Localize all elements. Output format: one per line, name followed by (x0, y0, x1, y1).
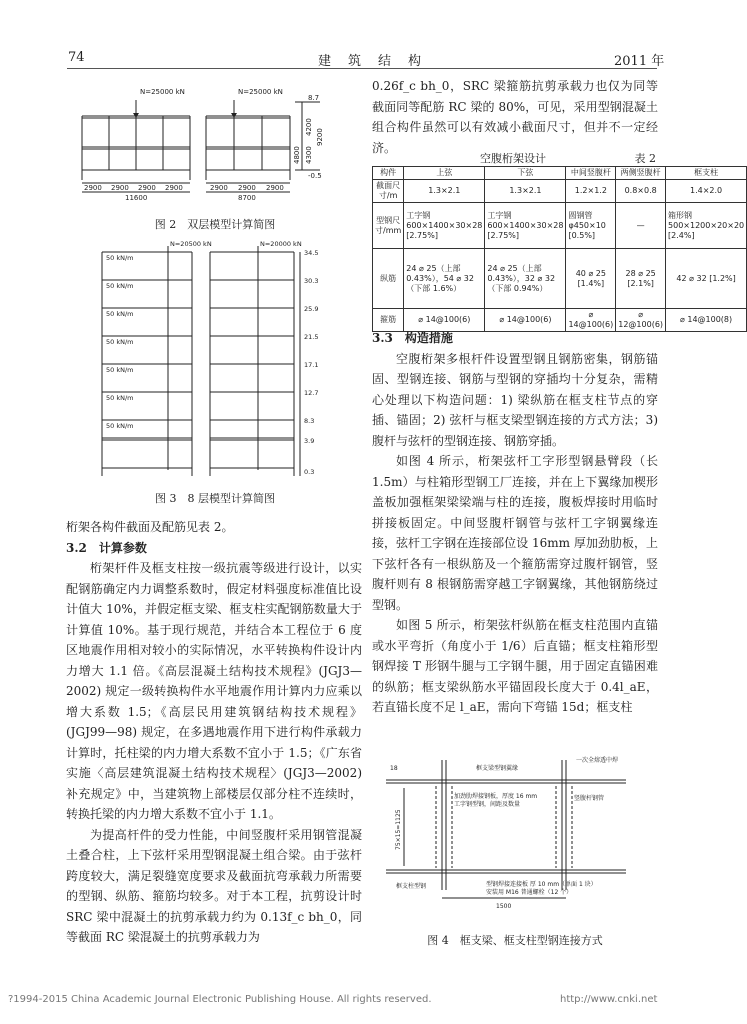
fig4-dim: 75×15=1125 (395, 809, 402, 850)
fig2-dim: 2900 (165, 184, 183, 192)
fig4-dim: 1500 (496, 903, 512, 910)
section-heading-3-3: 3.3 构造措施 (372, 331, 453, 345)
fig3-level: 0.3 (304, 468, 315, 476)
table-row (373, 180, 747, 203)
table-2-grid (372, 166, 747, 332)
fig3-level: 25.9 (304, 305, 319, 313)
table-header: 构件 (373, 167, 404, 180)
fig2-dim: 2900 (111, 184, 129, 192)
fig3-floor-load: 50 kN/m (106, 422, 134, 430)
section-heading-3-2: 3.2 计算参数 (66, 540, 147, 555)
table-cell: 圆钢管 φ450×10 [0.5%] (566, 203, 616, 249)
fig3-level: 8.3 (304, 417, 315, 425)
fig4-label: 一次全熔透中焊 (576, 757, 619, 764)
table-cell: 1.3×2.1 (485, 180, 566, 203)
table-cell: — (616, 203, 666, 249)
fig4-note: 安装用 M16 普通螺栓（12 个） (486, 889, 573, 896)
fig4-label: 竖腹杆钢管 (574, 795, 605, 802)
fig2-load-left: N=25000 kN (140, 88, 185, 96)
fig3-level: 3.9 (304, 437, 315, 445)
fig3-floor-load: 50 kN/m (106, 338, 134, 346)
fig3-floor-load: 50 kN/m (106, 282, 134, 290)
fig3-floor-load: 50 kN/m (106, 310, 134, 318)
right-column-body (372, 328, 658, 718)
table-cell: 纵筋 (373, 249, 404, 309)
table-cell: 工字钢 600×1400×30×28 [2.75%] (404, 203, 485, 249)
fig2-height: 4300 (305, 146, 313, 164)
table-cell: 箱形钢 500×1200×20×20 [2.4%] (666, 203, 747, 249)
figure-4-caption: 图 4 框支梁、框支柱型钢连接方式 (427, 934, 603, 947)
table-cell: ⌀ 14@100(8) (666, 309, 747, 332)
footer-copyright: ?1994-2015 China Academic Journal Electronic Publishing House. All rights reserved. (8, 994, 432, 1005)
table-cell: 型钢尺寸/mm (373, 203, 404, 249)
table-cell: 24 ⌀ 25（上部 0.43%），54 ⌀ 32（下部 1.6%） (404, 249, 485, 309)
fig3-load-right: N=20000 kN (260, 240, 302, 248)
fig2-total: 8700 (238, 194, 256, 202)
table-cell: 箍筋 (373, 309, 404, 332)
issue-year: 2011 年 (614, 54, 665, 69)
table-header: 下弦 (485, 167, 566, 180)
fig2-height: 4200 (305, 118, 313, 136)
fig2-load-right: N=25000 kN (238, 88, 283, 96)
fig3-floor-load: 50 kN/m (106, 254, 134, 262)
table-cell: ⌀ 14@100(6) (566, 309, 616, 332)
paragraph: 0.26f_c bh_0，SRC 梁箍筋抗剪承载力也仅为同等截面同等配筋 RC 梁的 80%，可见，采用型钢混凝土组合构件虽然可以有效减小截面尺寸，但并不一定经济。 (372, 79, 658, 155)
fig2-total: 11600 (125, 194, 148, 202)
fig4-note: 加劲肋焊接钢板，厚度 16 mm (454, 793, 538, 800)
paragraph: 桁架杆件及框支柱按一级抗震等级进行设计，以实配钢筋确定内力调整系数时，假定材料强度标准值比设计值大 10%，并假定框支梁、框支柱实配钢筋数量大于计算值 10%。基于现行规范，并结合本工程位于 6 度区地震作用相对较小的实际情况，水平转换构件设计内力增大 1.1 倍。《高层混凝土结构技术规程》(JGJ3—2002) 规定一级转换构件水平地震作用计算内力应乘以增大系数 1.5；《高层民用建筑钢结构技术规程》(JGJ99—98) 规定，在多遇地震作用下进行构件承载力计算时，托柱梁的内力增大系数不宜小于 1.5；《广东省实施〈高层建筑混凝土结构技术规程〉(JGJ3—2002) 补充规定》中，当建筑物上部楼层仅部分柱不连续时，转换托梁的内力增大系数不宜小于 1.1。 (66, 561, 362, 821)
fig2-height: 9200 (316, 128, 324, 146)
fig4-note: 工字钢型钢，间距及数量 (454, 801, 521, 808)
figure-3-diagram (80, 238, 350, 483)
table-header-row (373, 167, 747, 180)
fig3-level: 12.7 (304, 389, 319, 397)
fig4-note: 型钢焊接连接板 厚 10 mm（单面 1 块） (486, 881, 597, 888)
fig3-level: 34.5 (304, 249, 319, 257)
fig4-label: 框支梁型钢翼缘 (476, 765, 519, 772)
fig2-dim: 2900 (266, 184, 284, 192)
paragraph: 如图 4 所示，桁架弦杆工字形型钢悬臂段（长 1.5m）与柱箱形型钢工厂连接，并在上下翼缘加楔形盖板加强框架梁梁端与柱的连接，腹板焊接时用临时拼接板固定。中间竖腹杆钢管与弦杆工字钢翼缘连接，弦杆工字钢在连接部位设 16mm 厚加劲肋板，上下弦杆各有一根纵筋及一个箍筋需穿过腹杆钢管，竖腹杆则有 8 根钢筋需穿越工字钢翼缘，其他钢筋绕过型钢。 (372, 454, 658, 612)
fig2-dim: 2900 (138, 184, 156, 192)
table-title: 空腹桁架设计 (480, 152, 546, 165)
paragraph: 为提高杆件的受力性能，中间竖腹杆采用钢管混凝土叠合柱，上下弦杆采用型钢混凝土组合梁。由于弦杆跨度较大，满足裂缝宽度要求及截面抗弯承载力所需要的型钢、纵筋、箍筋均较多。对于本工程，抗剪设计时 SRC 梁中混凝土的抗剪承载力约为 0.13f_c bh_0，同等截面 RC 梁混凝土的抗剪承载力为 (66, 827, 362, 944)
fig2-elev-bottom: -0.5 (308, 172, 322, 180)
table-cell: 1.4×2.0 (666, 180, 747, 203)
paragraph: 如图 5 所示，桁架弦杆纵筋在框支柱范围内直锚或水平弯折（角度小于 1/6）后直锚；框支柱箱形型钢焊接 T 形钢牛腿与工字钢牛腿，用于固定直锚困难的纵筋；框支梁纵筋水平锚固段长度大于 0.4l_aE，若直锚长度不足 l_aE，需向下弯锚 15d；框支柱 (372, 618, 658, 714)
table-2 (372, 150, 745, 332)
fig3-level: 30.3 (304, 277, 319, 285)
page-number: 74 (68, 50, 85, 65)
table-header: 框支柱 (666, 167, 747, 180)
table-cell: ⌀ 14@100(6) (485, 309, 566, 332)
fig3-floor-load: 50 kN/m (106, 366, 134, 374)
fig2-height: 4800 (293, 146, 301, 164)
fig2-dim: 2900 (210, 184, 228, 192)
figure-4-diagram (376, 740, 660, 920)
header-rule (67, 68, 657, 69)
fig4-dim: 18 (390, 765, 398, 772)
paragraph: 桁架各构件截面及配筋见表 2。 (66, 520, 234, 534)
fig2-elev-top: 8.7 (308, 94, 320, 102)
fig3-floor-load: 50 kN/m (106, 394, 134, 402)
table-header: 两侧竖腹杆 (616, 167, 666, 180)
figure-2-caption: 图 2 双层模型计算简图 (154, 218, 276, 231)
figure-2-diagram (70, 80, 360, 220)
table-cell: 40 ⌀ 25 [1.4%] (566, 249, 616, 309)
table-cell: ⌀ 14@100(6) (404, 309, 485, 332)
fig4-label: 框支柱型钢 (396, 883, 427, 890)
table-cell: 1.2×1.2 (566, 180, 616, 203)
fig3-load-left: N=20500 kN (170, 240, 212, 248)
table-header: 中间竖腹杆 (566, 167, 616, 180)
fig2-dim: 2900 (84, 184, 102, 192)
table-header: 上弦 (404, 167, 485, 180)
table-row (373, 249, 747, 309)
journal-title: 建 筑 结 构 (318, 54, 424, 69)
table-cell: 24 ⌀ 25（上部 0.43%），32 ⌀ 32（下部 0.94%） (485, 249, 566, 309)
right-column-top (372, 76, 658, 158)
table-cell: 28 ⌀ 25 [2.1%] (616, 249, 666, 309)
table-cell: 工字钢 600×1400×30×28 [2.75%] (485, 203, 566, 249)
table-cell: 42 ⌀ 32 [1.2%] (666, 249, 747, 309)
table-cell: 1.3×2.1 (404, 180, 485, 203)
table-label: 表 2 (634, 152, 656, 165)
fig3-level: 21.5 (304, 333, 319, 341)
table-row (373, 203, 747, 249)
fig3-level: 17.1 (304, 361, 319, 369)
table-cell: ⌀ 12@100(6) (616, 309, 666, 332)
footer-url: http://www.cnki.net (560, 994, 658, 1005)
table-cell: 截面尺寸/m (373, 180, 404, 203)
table-cell: 0.8×0.8 (616, 180, 666, 203)
left-column (66, 517, 362, 948)
paragraph: 空腹桁架多根杆件设置型钢且钢筋密集，钢筋锚固、型钢连接、钢筋与型钢的穿插均十分复杂，需精心处理以下构造问题：1) 梁纵筋在框支柱节点的穿插、锚固；2) 弦杆与框支梁型钢连接的方式方法；3) 腹杆与弦杆的型钢连接、钢筋穿插。 (372, 351, 658, 448)
fig2-dim: 2900 (238, 184, 256, 192)
figure-3-caption: 图 3 8 层模型计算简图 (155, 492, 275, 505)
